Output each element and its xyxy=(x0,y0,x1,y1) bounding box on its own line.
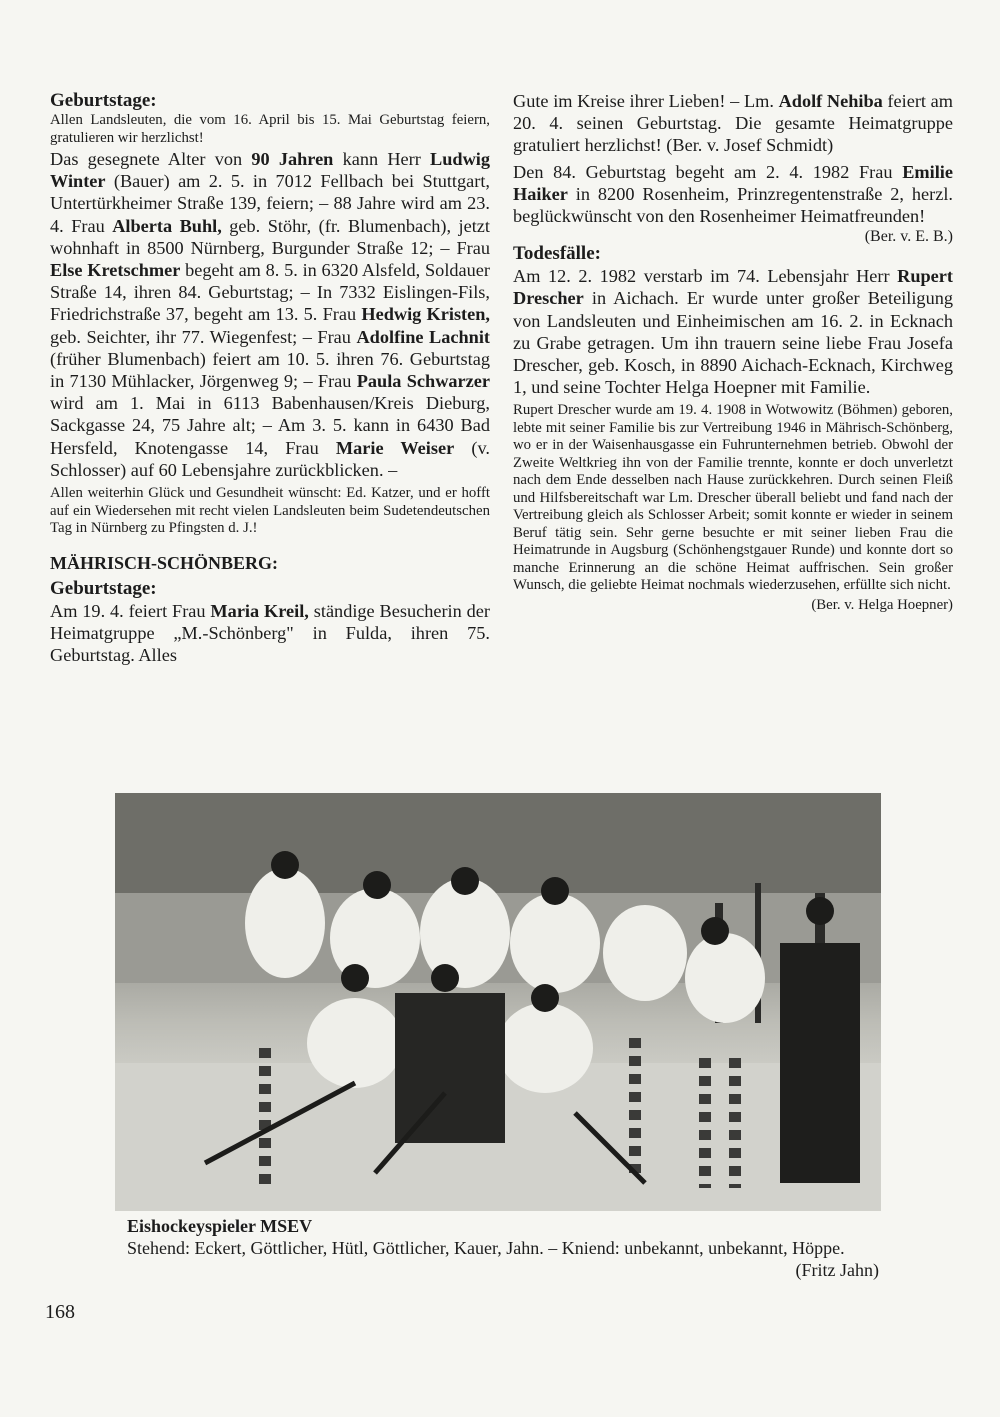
heading-todesfaelle: Todesfälle: xyxy=(513,243,601,265)
birthday-paragraph: Das gesegnete Alter von 90 Jahren kann Herr Ludwig Winter (Bauer) am 2. 5. in 7012 Fellbach bei Stuttgart, Untertürkheimer Straße 139, feiern; – 88 Jahre wird am 23. 4. Frau Alberta Buhl, geb. Stöhr, (fr. Blumenbach), jetzt wohnhaft in 8500 Nürnberg, Burgunder Straße 12; – Frau Else Kretschmer begeht am 8. 5. in 6320 Alsfeld, Soldauer Straße 14, ihren 84. Geburtstag; – In 7332 Eislingen-Fils, Friedrichstraße 37, begeht am 13. 5. Frau Hedwig Kristen, geb. Seichter, ihr 77. Wiegenfest; – Frau Adolfine Lachnit (früher Blumenbach) feiert am 10. 5. ihren 76. Geburtstag in 7130 Mühlacker, Jörgenweg 9; – Frau Paula Schwarzer wird am 1. Mai in 6113 Babenhausen/Kreis Dieburg, Sackgasse 24, 75 Jahre alt; – Am 3. 5. kann in 6430 Bad Hersfeld, Knotengasse 14, Frau Marie Weiser (v. Schlosser) auf 60 Lebensjahre zurückblicken. – xyxy=(50,149,491,480)
hockey-team-photo xyxy=(115,793,881,1211)
birthday-paragraph-3: Den 84. Geburtstag begeht am 2. 4. 1982 Frau Emilie Haiker in 8200 Rosenheim, Prinzregentenstraße 2, herzl. beglückwünscht von den Rosenheimer Heimatfreunden! xyxy=(513,161,953,227)
birthday-continuation: Gute im Kreise ihrer Lieben! – Lm. Adolf Nehiba feiert am 20. 4. seinen Geburtstag. Die gesamte Heimatgruppe gratuliert herzlichst! (Ber. v. Josef Schmidt) xyxy=(513,91,953,156)
caption-title: Eishockeyspieler MSEV xyxy=(127,1216,313,1236)
credit-hoepner: (Ber. v. Helga Hoepner) xyxy=(811,596,953,613)
section-title: MÄHRISCH-SCHÖNBERG: xyxy=(50,552,279,573)
obituary-detail: Rupert Drescher wurde am 19. 4. 1908 in Wotwowitz (Böhmen) geboren, lebte mit seiner Familie bis zur Vertreibung 1946 in Mährisch-Schönberg, wo er in der Waisenhausgasse ein Fuhrunternehmen betrieb. Obwohl der Zweite Weltkrieg ihn von der Familie trennte, konnte er doch unverletzt nach dem Ende desselben nach Hause zurückkehren. Durch seinen Fleiß und Hilfsbereitschaft war Lm. Drescher überall beliebt und fand nach der Vertreibung gleich als Schlosser Arbeit; somit konnte er wieder in seinem Beruf tätig sein. Sehr gerne besuchte er mit seiner lieben Frau die Heimatrunde in Augsburg (Schönhengstgauer Runde) und konnte dort so manche Erinnerung an die schöne Heimat auffrischen. Sein großer Wunsch, die geliebte Heimat nochmals wiederzusehen, erfüllte sich nicht. xyxy=(513,402,953,594)
closing-text: Allen weiterhin Glück und Gesundheit wünscht: Ed. Katzer, und er hofft auf ein Wiedersehen mit recht vielen Landsleuten beim Sudetendeutschen Tag in Nürnberg zu Pfingsten d. J.! xyxy=(50,485,490,537)
credit-eb: (Ber. v. E. B.) xyxy=(864,228,953,246)
heading-geburtstage-2: Geburtstage: xyxy=(50,577,157,599)
heading-geburtstage: Geburtstage: xyxy=(50,90,157,111)
caption-text xyxy=(127,1237,879,1280)
obituary-paragraph: Am 12. 2. 1982 verstarb im 74. Lebensjahr Herr Rupert Drescher in Aichach. Er wurde unter großer Beteiligung von Landsleuten und Einheimischen am 16. 2. in Ecknach zu Grabe getragen. Um ihn trauern seine liebe Frau Josefa Drescher, geb. Kosch, in 8890 Aichach-Ecknach, Kirchweg 1, und seine Tochter Helga Hoepner mit Familie. xyxy=(513,266,953,398)
caption-names: Stehend: Eckert, Göttlicher, Hütl, Göttlicher, Kauer, Jahn. – Kniend: unbekannt, unbekannt, Höppe. xyxy=(127,1238,845,1258)
intro-text: Allen Landsleuten, die vom 16. April bis 15. Mai Geburtstag feiern, gratulieren wir herzlichst! xyxy=(50,112,490,146)
right-column xyxy=(513,90,953,614)
left-column xyxy=(50,90,490,670)
page-number: 168 xyxy=(45,1301,75,1323)
photo-caption xyxy=(127,1215,879,1281)
photo-illustration xyxy=(115,793,881,1211)
caption-credit: (Fritz Jahn) xyxy=(795,1260,879,1280)
birthday-paragraph-2: Am 19. 4. feiert Frau Maria Kreil, ständige Besucherin der Heimatgruppe „M.-Schönberg" in Fulda, ihren 75. Geburtstag. Alles xyxy=(50,600,490,665)
